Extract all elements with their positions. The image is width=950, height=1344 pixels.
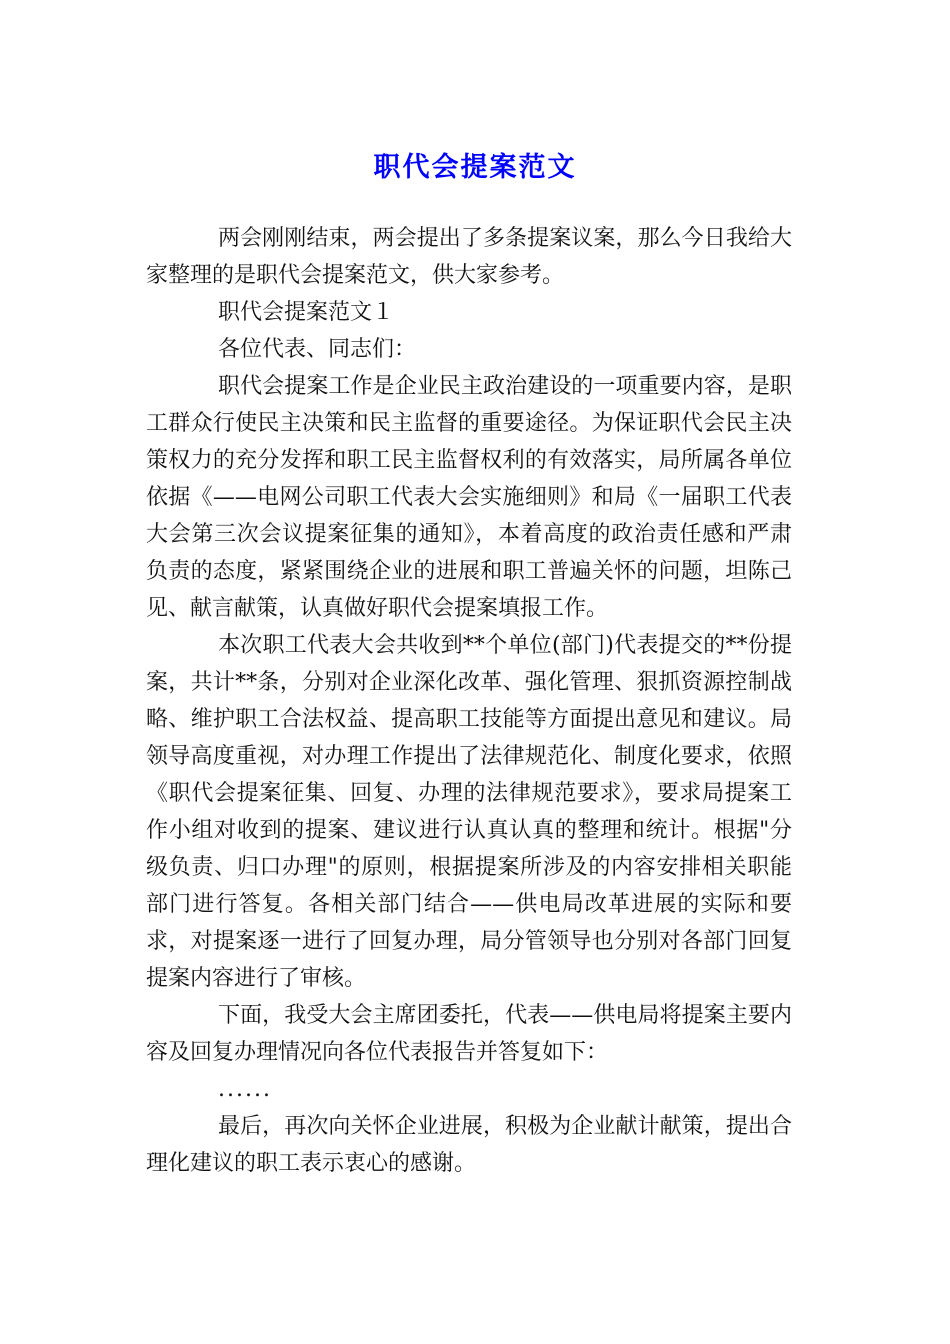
paragraph-heading: 职代会提案范文１: [218, 300, 395, 325]
paragraph-ellipsis: ......: [218, 1077, 272, 1102]
paragraph-salutation: 各位代表、同志们：: [218, 337, 417, 362]
document-body: [146, 220, 792, 1182]
paragraph-closing: 最后，再次向关怀企业进展，积极为企业献计献策，提出合理化建议的职工表示衷心的感谢。: [146, 1114, 792, 1176]
paragraph-intro: 两会刚刚结束，两会提出了多条提案议案，那么今日我给大家整理的是职代会提案范文，供大家参考。: [146, 226, 792, 288]
document-title: 职代会提案范文: [373, 152, 577, 184]
paragraph-body-2: 本次职工代表大会共收到**个单位(部门)代表提交的**份提案，共计**条，分别对企业深化改革、强化管理、狠抓资源控制战略、维护职工合法权益、提高职工技能等方面提出意见和建议。局领导高度重视，对办理工作提出了法律规范化、制度化要求，依照《职代会提案征集、回复、办理的法律规范要求》，要求局提案工作小组对收到的提案、建议进行认真认真的整理和统计。根据"分级负责、归口办理"的原则，根据提案所涉及的内容安排相关职能部门进行答复。各相关部门结合——供电局改革进展的实际和要求，对提案逐一进行了回复办理，局分管领导也分别对各部门回复提案内容进行了审核。: [146, 633, 792, 991]
paragraph-body-1: 职代会提案工作是企业民主政治建设的一项重要内容，是职工群众行使民主决策和民主监督的重要途径。为保证职代会民主决策权力的充分发挥和职工民主监督权利的有效落实，局所属各单位依据《——电网公司职工代表大会实施细则》和局《一届职工代表大会第三次会议提案征集的通知》，本着高度的政治责任感和严肃负责的态度，紧紧围绕企业的进展和职工普遍关怀的问题，坦陈己见、献言献策，认真做好职代会提案填报工作。: [146, 374, 792, 621]
paragraph-body-3: 下面，我受大会主席团委托，代表——供电局将提案主要内容及回复办理情况向各位代表报告并答复如下：: [146, 1003, 792, 1065]
